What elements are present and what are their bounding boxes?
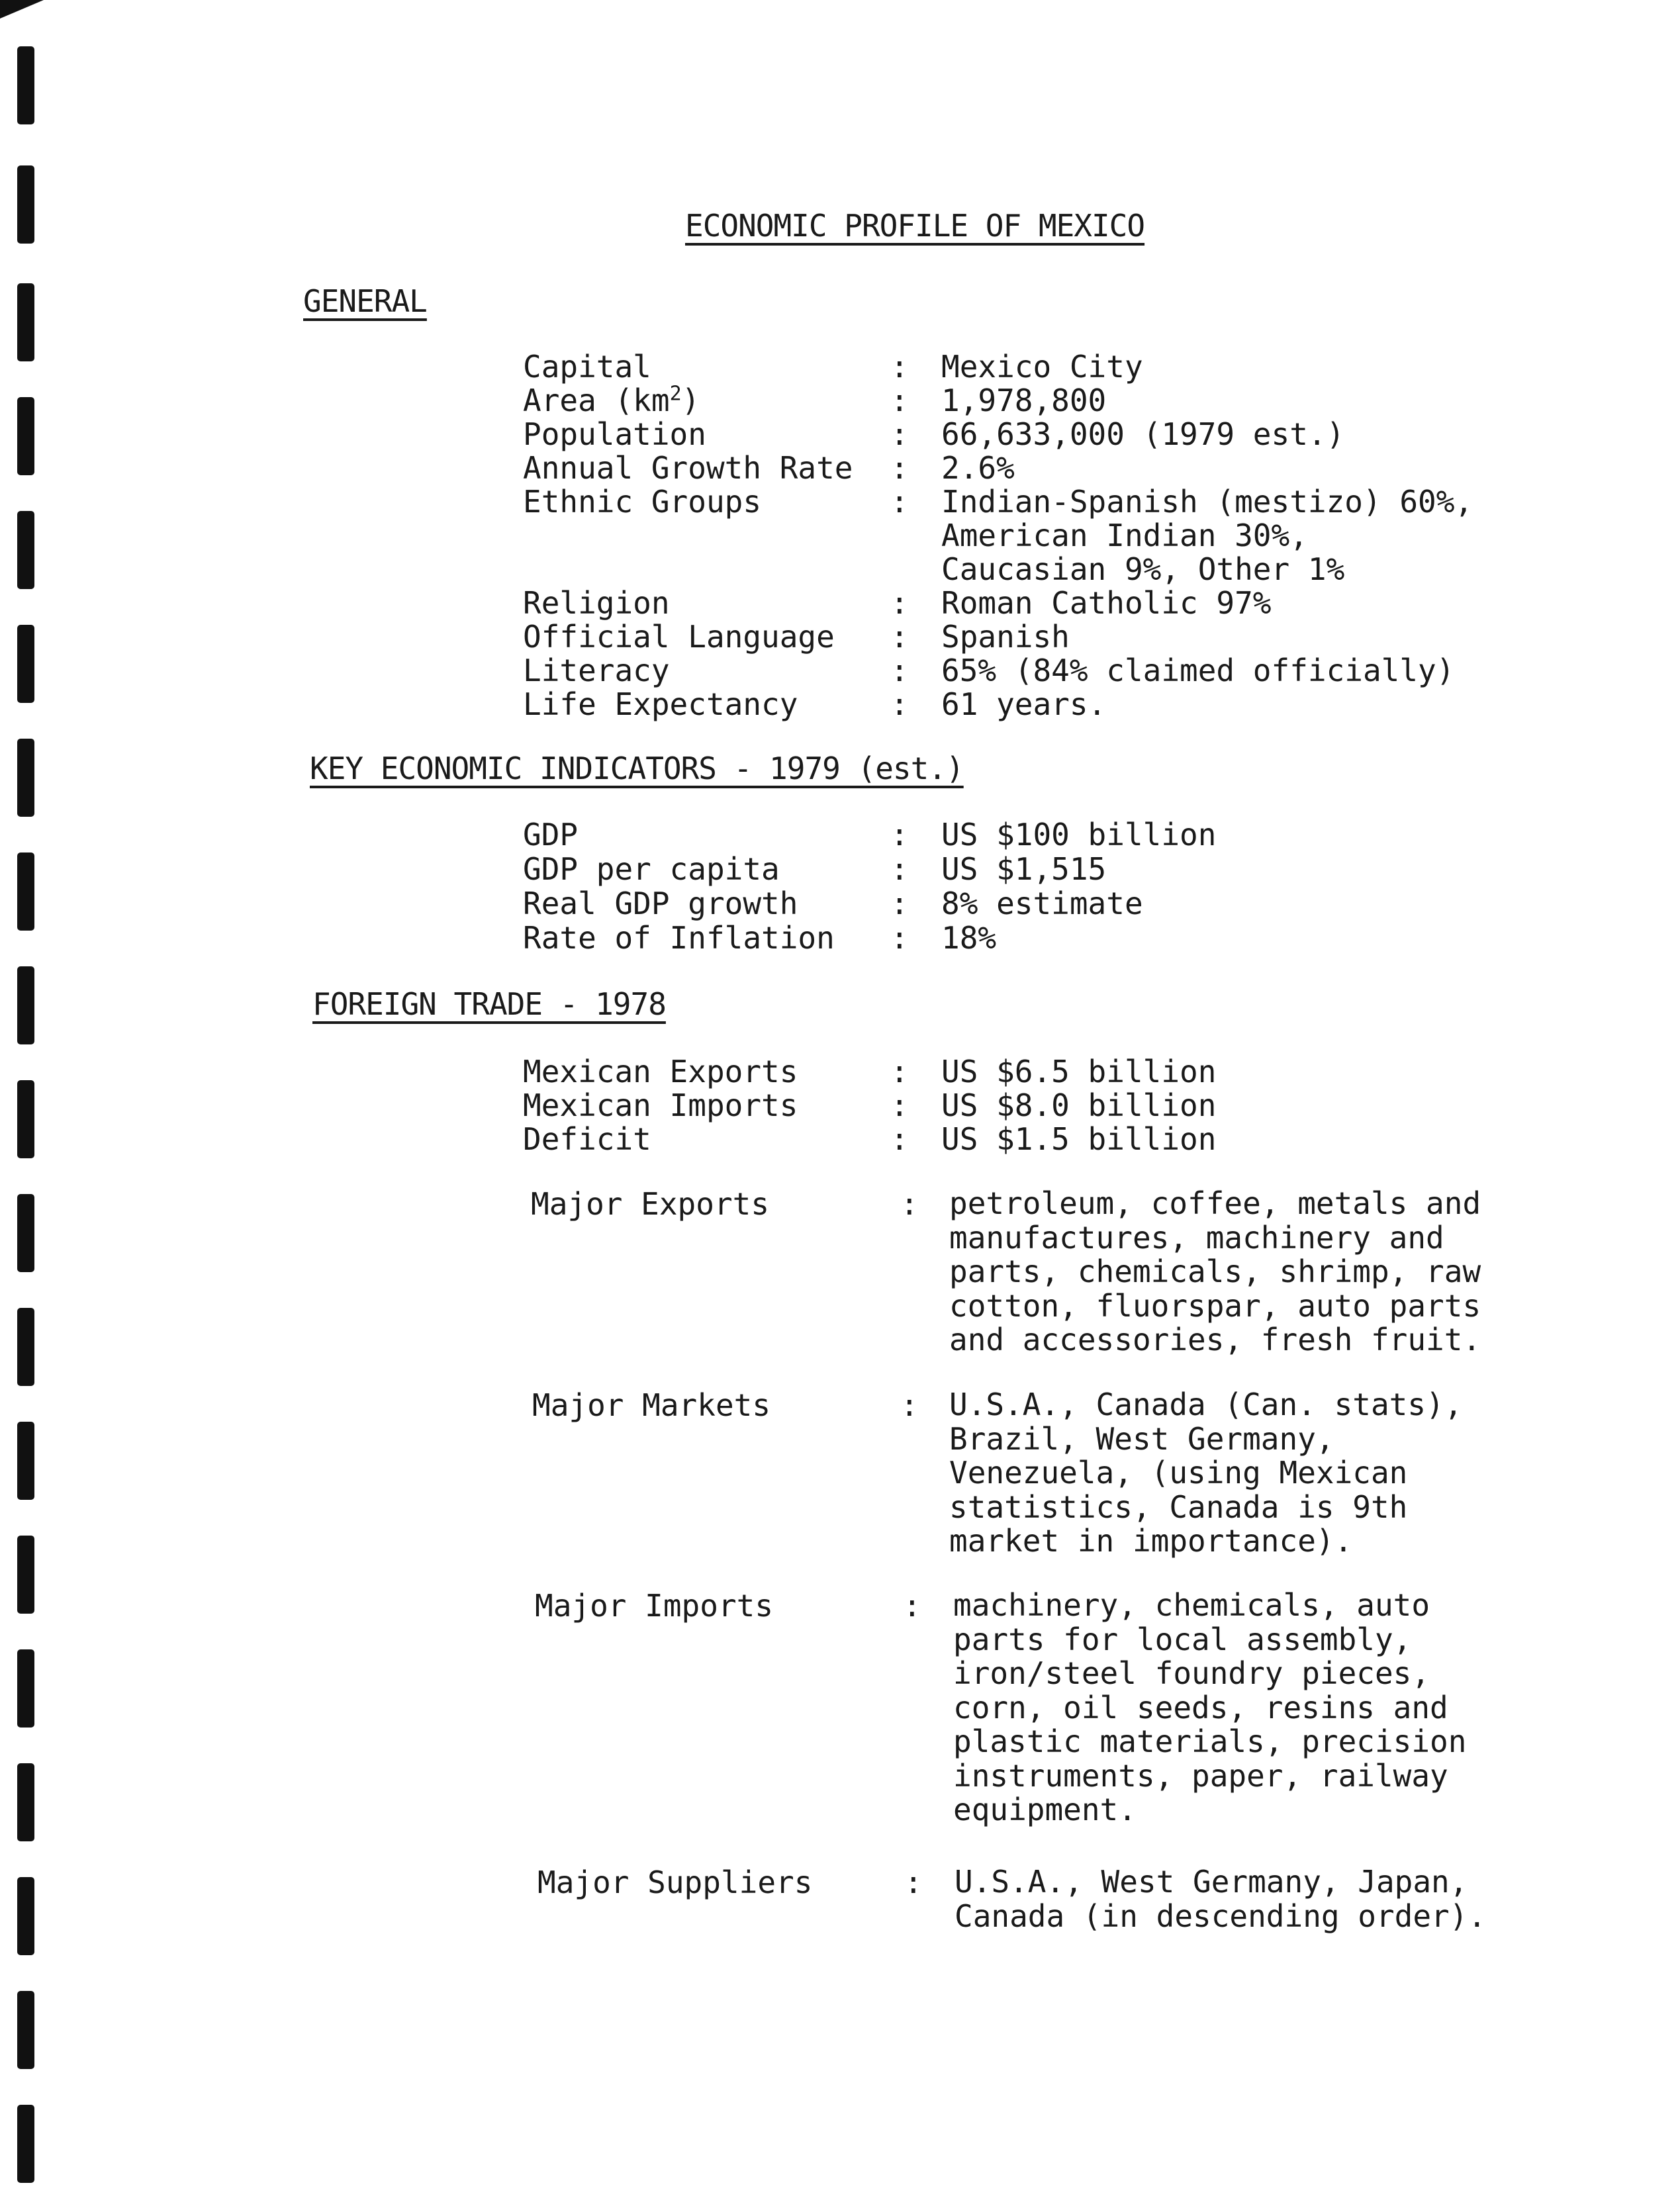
row-value: Indian-Spanish (mestizo) 60%, (941, 484, 1473, 520)
trade-row-exports (0, 1054, 1680, 1089)
row-value: 2.6% (941, 450, 1015, 486)
binding-hole (17, 46, 34, 124)
row-value: 8% estimate (941, 886, 1143, 921)
row-label: Area $(km^2)$ (523, 382, 700, 418)
section-heading-foreign-trade: FOREIGN TRADE - 1978 (312, 986, 666, 1022)
trade-row-deficit (0, 1122, 1680, 1156)
colon-separator: : (903, 1588, 921, 1624)
binding-hole (17, 966, 34, 1044)
row-label: Major Exports (531, 1186, 770, 1222)
row-label: Major Markets (532, 1387, 771, 1423)
colon-separator: : (890, 619, 909, 655)
colon-separator: : (900, 1186, 919, 1222)
colon-separator: : (890, 686, 909, 722)
binding-hole (17, 2105, 34, 2183)
corner-mark (0, 0, 44, 19)
row-value-continued: American Indian 30%, (941, 518, 1308, 553)
row-label: Mexican Exports (523, 1054, 798, 1089)
indicator-row-gdp-per-capita (0, 852, 1680, 886)
binding-hole (17, 511, 34, 589)
row-value-continued: Caucasian 9%, Other 1% (941, 551, 1345, 587)
colon-separator: : (890, 450, 909, 486)
general-row-population (0, 417, 1680, 451)
row-value: US $1,515 (941, 851, 1107, 887)
binding-hole (17, 1991, 34, 2069)
binding-hole (17, 165, 34, 244)
row-value: Spanish (941, 619, 1070, 655)
indicator-row-real-gdp-growth (0, 886, 1680, 921)
row-value: 65% (84% claimed officially) (941, 653, 1455, 688)
row-value: US $1.5 billion (941, 1121, 1217, 1157)
row-label: Real GDP growth (523, 886, 798, 921)
row-value: US $6.5 billion (941, 1054, 1217, 1089)
indicator-row-gdp (0, 817, 1680, 852)
row-label: Population (523, 416, 706, 452)
row-label: Official Language (523, 619, 835, 655)
binding-hole (17, 1308, 34, 1386)
general-row-literacy (0, 653, 1680, 688)
colon-separator: : (904, 1865, 923, 1900)
row-label: Religion (523, 585, 670, 621)
general-row-ethnic-groups (0, 484, 1680, 519)
colon-separator: : (890, 851, 909, 887)
page-title: ECONOMIC PROFILE OF MEXICO (685, 208, 1145, 244)
section-heading-indicators: KEY ECONOMIC INDICATORS - 1979 (est.) (310, 751, 964, 786)
row-label: Mexican Imports (523, 1087, 798, 1123)
row-label: Capital (523, 349, 651, 385)
colon-separator: : (890, 1121, 909, 1157)
colon-separator: : (890, 349, 909, 385)
colon-separator: : (890, 1087, 909, 1123)
binding-hole (17, 739, 34, 817)
row-value: US $100 billion (941, 817, 1217, 853)
row-label: Major Suppliers (537, 1865, 813, 1900)
row-label: Rate of Inflation (523, 920, 835, 956)
row-label: Literacy (523, 653, 670, 688)
row-label: Major Imports (535, 1588, 774, 1624)
colon-separator: : (890, 920, 909, 956)
colon-separator: : (890, 484, 909, 520)
binding-hole (17, 1422, 34, 1500)
colon-separator: : (900, 1387, 919, 1423)
row-value: 61 years. (941, 686, 1107, 722)
row-value: 1,978,800 (941, 383, 1107, 418)
row-value: Roman Catholic 97% (941, 585, 1272, 621)
row-label: Annual Growth Rate (523, 450, 853, 486)
row-label: GDP (523, 817, 579, 853)
row-value: Mexico City (941, 349, 1143, 385)
general-row-religion (0, 586, 1680, 620)
row-label: GDP per capita (523, 851, 780, 887)
binding-hole (17, 1649, 34, 1728)
binding-hole (17, 1763, 34, 1841)
colon-separator: : (890, 383, 909, 418)
general-row-growth-rate (0, 451, 1680, 485)
row-label: Life Expectancy (523, 686, 798, 722)
block-text: machinery, chemicals, auto parts for local assembly, iron/steel foundry pieces, corn, oil seeds, resins and plastic materials, precision instruments, paper, railway equipment. (953, 1587, 1467, 1827)
row-label: Ethnic Groups (523, 484, 762, 520)
general-row-area (0, 383, 1680, 418)
general-row-life-expectancy (0, 687, 1680, 721)
colon-separator: : (890, 817, 909, 853)
colon-separator: : (890, 1054, 909, 1089)
row-label: Deficit (523, 1121, 651, 1157)
section-heading-general: GENERAL (303, 283, 427, 319)
block-text: petroleum, coffee, metals and manufactures, machinery and parts, chemicals, shrimp, raw cotton, fluorspar, auto parts and accessories, fresh fruit. (949, 1185, 1481, 1358)
colon-separator: : (890, 653, 909, 688)
colon-separator: : (890, 416, 909, 452)
colon-separator: : (890, 585, 909, 621)
colon-separator: : (890, 886, 909, 921)
block-text: U.S.A., West Germany, Japan, Canada (in descending order). (955, 1864, 1487, 1934)
trade-row-imports (0, 1088, 1680, 1123)
row-value: 66,633,000 (1979 est.) (941, 416, 1345, 452)
indicator-row-inflation (0, 921, 1680, 955)
row-value: US $8.0 billion (941, 1087, 1217, 1123)
block-text: U.S.A., Canada (Can. stats), Brazil, West Germany, Venezuela, (using Mexican statistics, Canada is 9th market in importance). (949, 1387, 1463, 1559)
general-row-language (0, 620, 1680, 654)
superscript: 2 (669, 382, 682, 406)
general-row-capital (0, 349, 1680, 384)
row-value: 18% (941, 920, 997, 956)
